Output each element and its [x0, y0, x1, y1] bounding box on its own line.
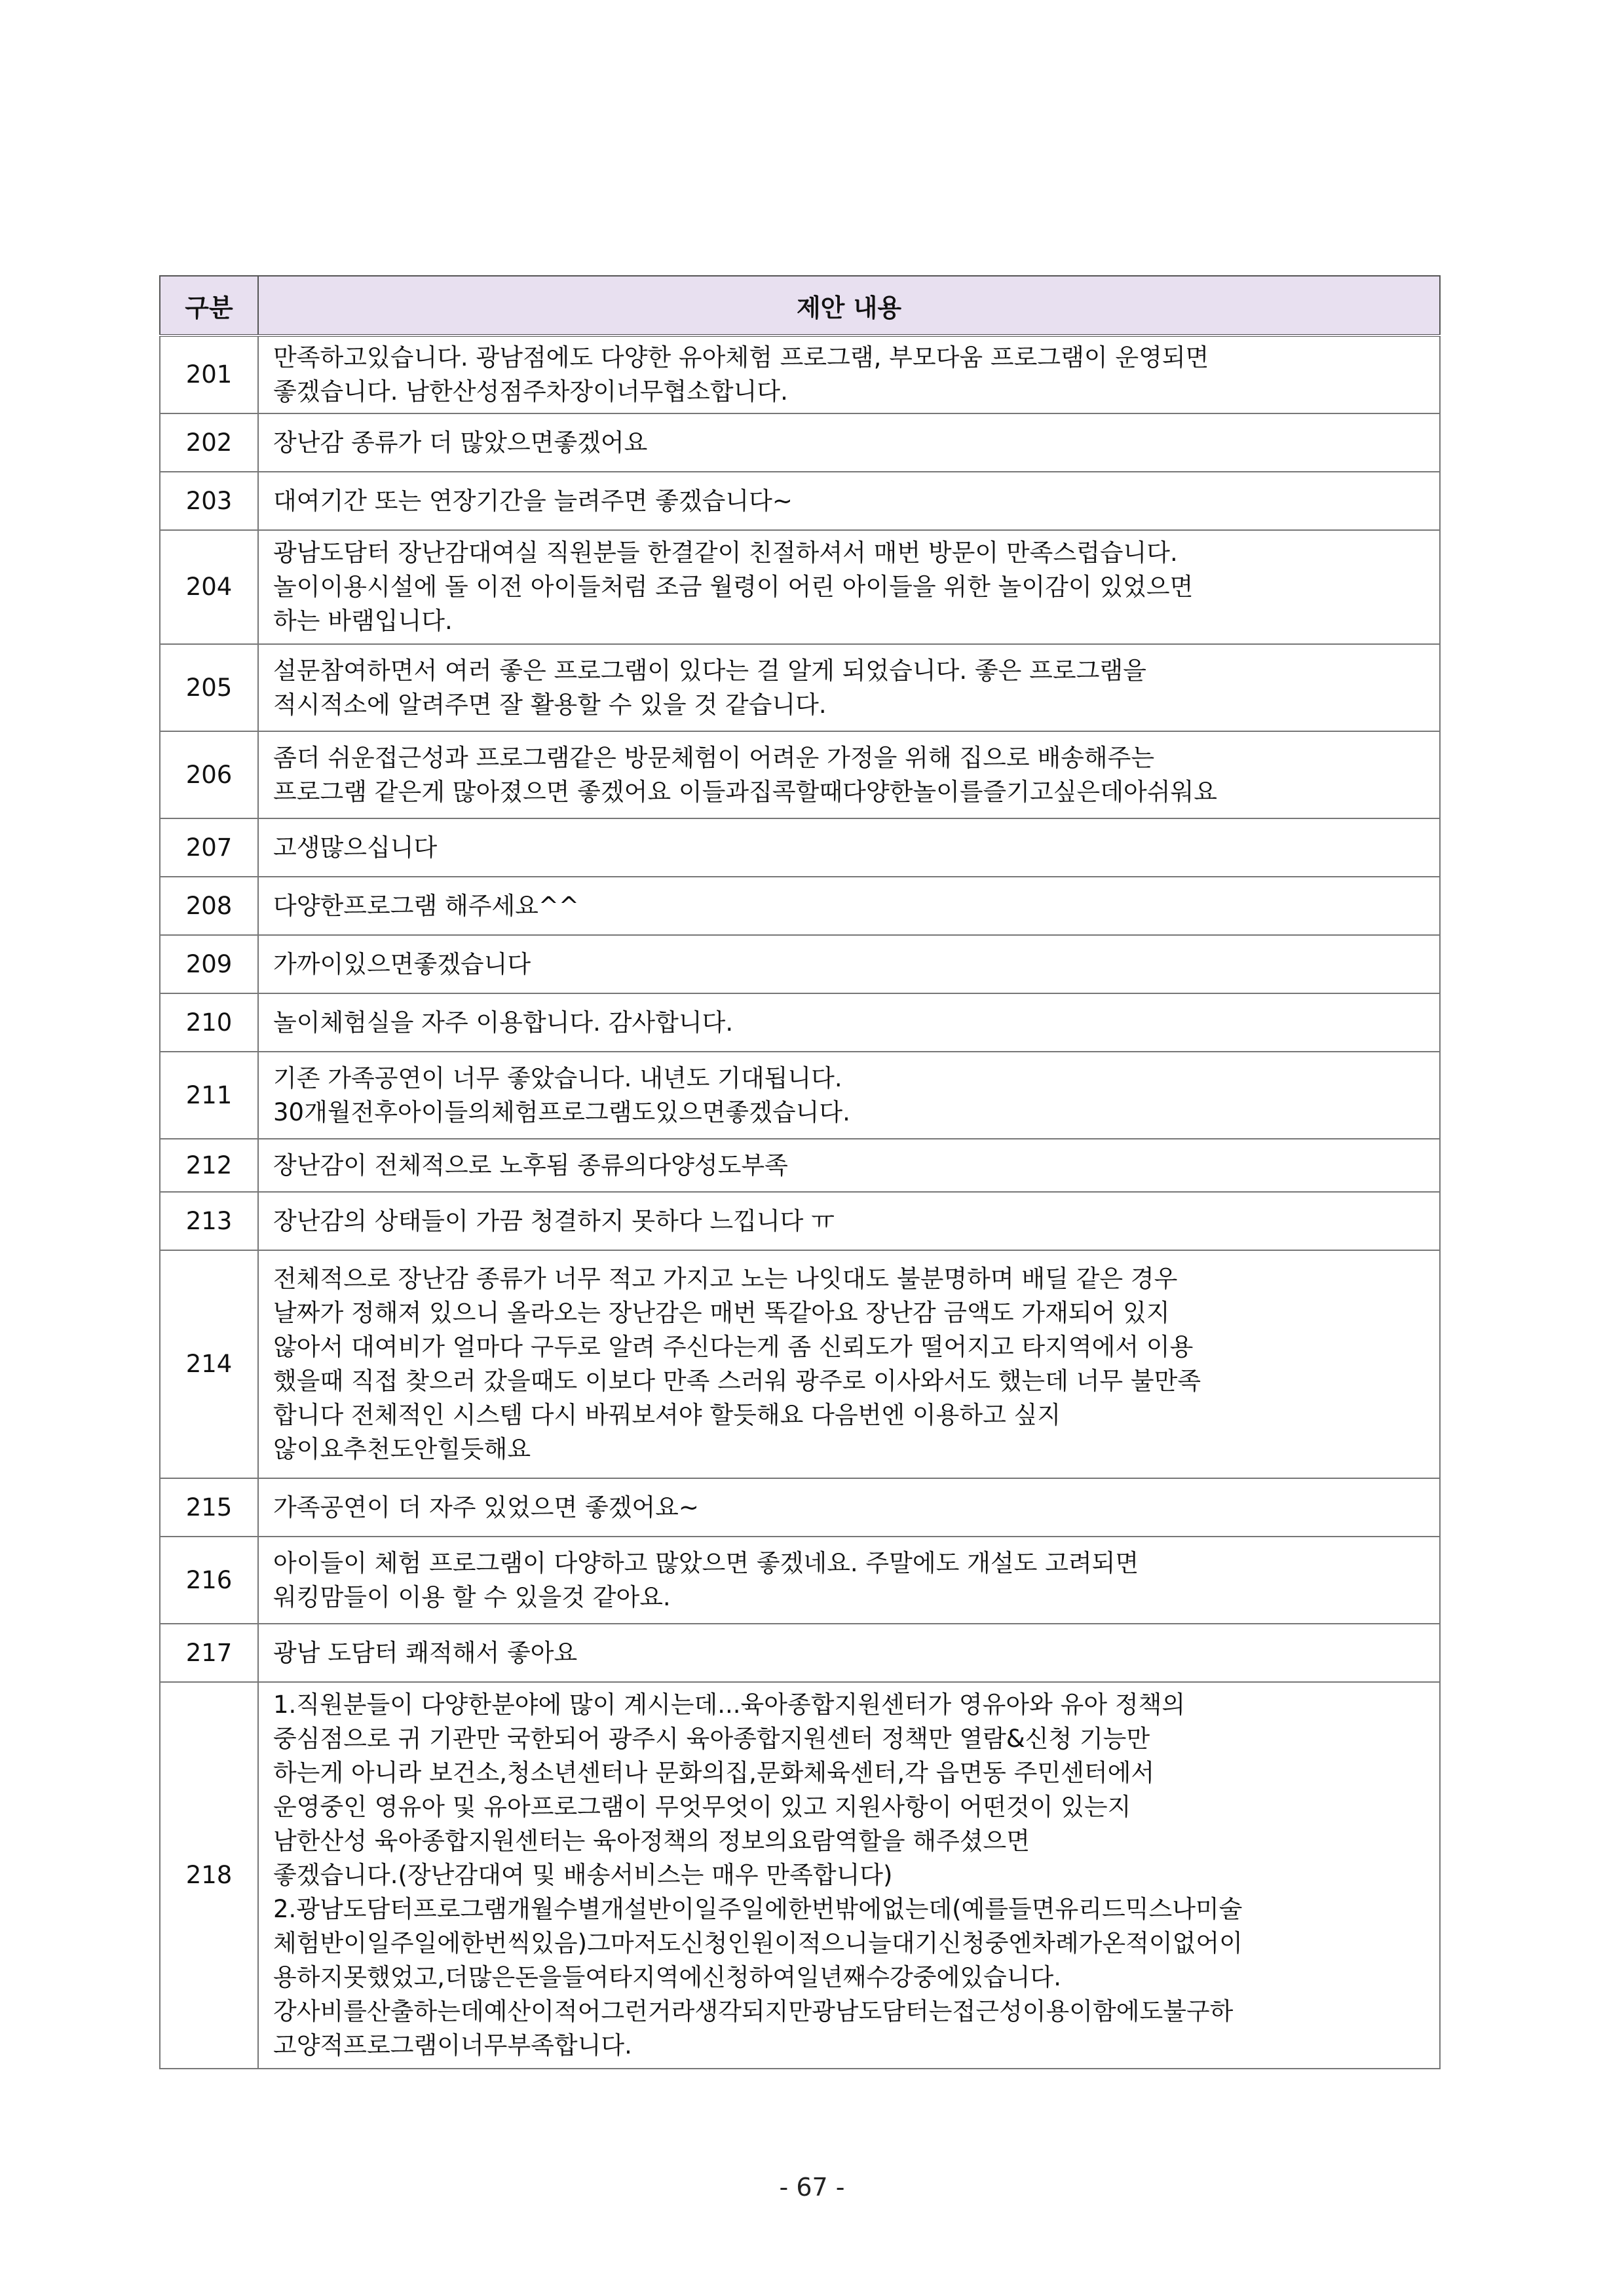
- row-number: 204: [160, 530, 258, 644]
- table-row: [160, 731, 1440, 818]
- proposal-line: 전체적으로 장난감 종류가 너무 적고 가지고 노는 나잇대도 불분명하며 배딜 같은 경우: [273, 1265, 1178, 1293]
- proposal-text: [258, 644, 1440, 731]
- proposal-text: [258, 335, 1440, 413]
- proposal-line: 좋겠습니다. 남한산성점주차장이너무협소합니다.: [273, 377, 788, 406]
- row-number: 214: [160, 1250, 258, 1478]
- proposal-line: 광남도담터 장난감대여실 직원분들 한결같이 친절하셔서 매번 방문이 만족스럽습니다.: [273, 539, 1178, 567]
- proposal-line: 하는 바램입니다.: [273, 607, 453, 635]
- table-row: [160, 1682, 1440, 2069]
- row-number: 210: [160, 993, 258, 1052]
- proposal-line: 대여기간 또는 연장기간을 늘려주면 좋겠습니다~: [273, 486, 793, 515]
- proposal-line: 합니다 전체적인 시스템 다시 바꿔보셔야 할듯해요 다음번엔 이용하고 싶지: [273, 1401, 1061, 1429]
- proposal-text: [258, 731, 1440, 818]
- row-number: 207: [160, 818, 258, 877]
- row-number: 211: [160, 1052, 258, 1139]
- table-row: [160, 877, 1440, 935]
- proposal-line: 날짜가 정해져 있으니 올라오는 장난감은 매번 똑같아요 장난감 금액도 가재되어 있지: [273, 1299, 1170, 1327]
- row-number: 201: [160, 335, 258, 413]
- row-number: 216: [160, 1537, 258, 1624]
- table-body: [160, 335, 1440, 2069]
- proposal-text: [258, 472, 1440, 530]
- proposal-line: 가까이있으면좋겠습니다: [273, 949, 531, 978]
- table-row: [160, 993, 1440, 1052]
- proposal-line: 고양적프로그램이너무부족합니다.: [273, 2031, 632, 2059]
- proposal-text: [258, 935, 1440, 993]
- proposal-line: 아이들이 체험 프로그램이 다양하고 많았으면 좋겠네요. 주말에도 개설도 고려되면: [273, 1548, 1139, 1577]
- proposal-line: 다양한프로그램 해주세요^^: [273, 891, 579, 920]
- table-row: [160, 530, 1440, 644]
- proposal-line: 좋겠습니다.(장난감대여 및 배송서비스는 매우 만족합니다): [273, 1861, 893, 1889]
- proposal-line: 프로그램 같은게 많아졌으면 좋겠어요 이들과집콕할때다양한놀이를즐기고싶은데아쉬워요: [273, 777, 1217, 806]
- proposal-line: 중심점으로 귀 기관만 국한되어 광주시 육아종합지원센터 정책만 열람&신청 기능만: [273, 1725, 1150, 1753]
- proposal-line: 장난감의 상태들이 가끔 청결하지 못하다 느낍니다 ㅠ: [273, 1206, 835, 1235]
- proposal-line: 2.광남도담터프로그램개월수별개설반이일주일에한번밖에없는데(예를들면유리드믹스나미술: [273, 1895, 1243, 1923]
- proposal-line: 광남 도담터 쾌적해서 좋아요: [273, 1638, 578, 1667]
- row-number: 206: [160, 731, 258, 818]
- proposal-text: [258, 1052, 1440, 1139]
- proposal-line: 않아서 대여비가 얼마다 구두로 알려 주신다는게 좀 신뢰도가 떨어지고 타지역에서 이용: [273, 1333, 1194, 1361]
- proposal-line: 하는게 아니라 보건소,청소년센터나 문화의집,문화체육센터,각 읍면동 주민센터에서: [273, 1759, 1155, 1787]
- table-row: [160, 818, 1440, 877]
- row-number: 202: [160, 413, 258, 472]
- proposal-line: 체험반이일주일에한번씩있음)그마저도신청인원이적으니늘대기신청중엔차례가온적이없어이: [273, 1929, 1243, 1957]
- proposal-line: 30개월전후아이들의체험프로그램도있으면좋겠습니다.: [273, 1098, 850, 1126]
- table-header-row: [160, 276, 1440, 335]
- proposal-text: [258, 993, 1440, 1052]
- table-row: [160, 1537, 1440, 1624]
- proposal-line: 좀더 쉬운접근성과 프로그램같은 방문체험이 어려운 가정을 위해 집으로 배송해주는: [273, 743, 1155, 772]
- table-row: [160, 335, 1440, 413]
- proposal-line: 만족하고있습니다. 광남점에도 다양한 유아체험 프로그램, 부모다움 프로그램이 운영되면: [273, 343, 1209, 372]
- header-category: 구분: [160, 276, 258, 335]
- proposal-text: [258, 1624, 1440, 1682]
- row-number: 215: [160, 1478, 258, 1537]
- proposal-line: 강사비를산출하는데예산이적어그런거라생각되지만광남도담터는접근성이용이함에도불구하: [273, 1997, 1234, 2025]
- table-row: [160, 1192, 1440, 1250]
- row-number: 213: [160, 1192, 258, 1250]
- proposal-line: 고생많으십니다: [273, 833, 438, 862]
- proposal-text: [258, 413, 1440, 472]
- table-row: [160, 644, 1440, 731]
- proposal-line: 장난감이 전체적으로 노후됨 종류의다양성도부족: [273, 1151, 788, 1179]
- table-row: [160, 472, 1440, 530]
- row-number: 209: [160, 935, 258, 993]
- table-row: [160, 1052, 1440, 1139]
- table-row: [160, 1139, 1440, 1192]
- proposal-line: 않이요추천도안힐듯해요: [273, 1435, 531, 1463]
- proposal-line: 설문참여하면서 여러 좋은 프로그램이 있다는 걸 알게 되었습니다. 좋은 프로그램을: [273, 656, 1146, 685]
- proposal-text: [258, 1250, 1440, 1478]
- proposal-line: 운영중인 영유아 및 유아프로그램이 무엇무엇이 있고 지원사항이 어떤것이 있는지: [273, 1793, 1131, 1821]
- proposal-line: 장난감 종류가 더 많았으면좋겠어요: [273, 428, 648, 457]
- proposal-text: [258, 1139, 1440, 1192]
- proposal-text: [258, 530, 1440, 644]
- proposal-line: 1.직원분들이 다양한분야에 많이 계시는데...육아종합지원센터가 영유아와 유아 정책의: [273, 1691, 1186, 1719]
- row-number: 218: [160, 1682, 258, 2069]
- header-proposal-content: 제안 내용: [258, 276, 1440, 335]
- proposal-line: 적시적소에 알려주면 잘 활용할 수 있을 것 같습니다.: [273, 690, 827, 719]
- table-row: [160, 413, 1440, 472]
- row-number: 205: [160, 644, 258, 731]
- proposal-line: 놀이체험실을 자주 이용합니다. 감사합니다.: [273, 1008, 734, 1037]
- table-row: [160, 1250, 1440, 1478]
- proposal-text: [258, 1537, 1440, 1624]
- proposal-text: [258, 818, 1440, 877]
- proposal-line: 기존 가족공연이 너무 좋았습니다. 내년도 기대됩니다.: [273, 1063, 842, 1092]
- proposal-line: 가족공연이 더 자주 있었으면 좋겠어요~: [273, 1493, 699, 1521]
- proposal-line: 남한산성 육아종합지원센터는 육아정책의 정보의요람역할을 해주셨으면: [273, 1827, 1030, 1855]
- table-row: [160, 1478, 1440, 1537]
- proposal-line: 했을때 직접 찾으러 갔을때도 이보다 만족 스러워 광주로 이사와서도 했는데 너무 불만족: [273, 1367, 1201, 1395]
- proposal-text: [258, 1478, 1440, 1537]
- proposal-text: [258, 1682, 1440, 2069]
- proposal-text: [258, 877, 1440, 935]
- row-number: 203: [160, 472, 258, 530]
- row-number: 212: [160, 1139, 258, 1192]
- table-row: [160, 1624, 1440, 1682]
- page-number: - 67 -: [779, 2173, 845, 2202]
- proposal-text: [258, 1192, 1440, 1250]
- proposal-line: 용하지못했었고,더많은돈을들여타지역에신청하여일년째수강중에있습니다.: [273, 1963, 1062, 1991]
- row-number: 217: [160, 1624, 258, 1682]
- table-row: [160, 935, 1440, 993]
- proposal-line: 놀이이용시설에 돌 이전 아이들처럼 조금 월령이 어린 아이들을 위한 놀이감이 있었으면: [273, 573, 1194, 601]
- proposal-line: 워킹맘들이 이용 할 수 있을것 같아요.: [273, 1582, 671, 1611]
- proposal-table: [159, 275, 1441, 2069]
- row-number: 208: [160, 877, 258, 935]
